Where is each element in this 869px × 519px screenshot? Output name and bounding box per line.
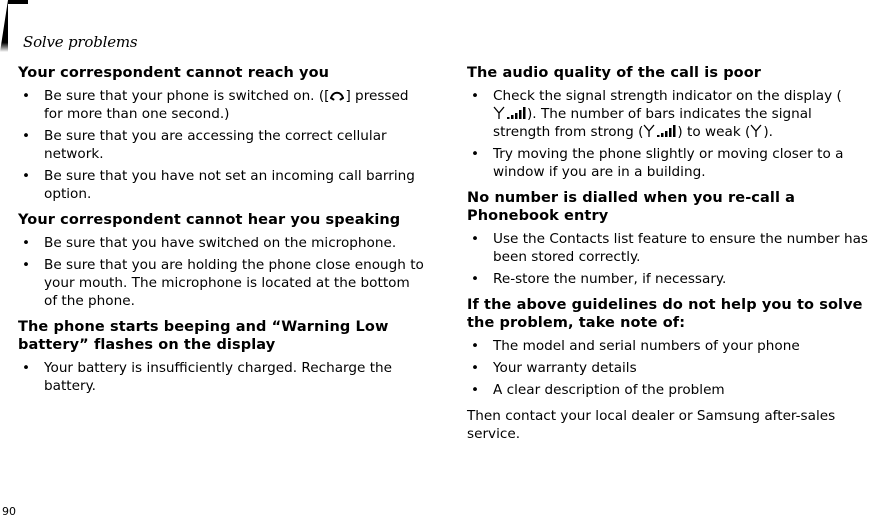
section-heading-take-note: If the above guidelines do not help you to solve the problem, take note of: [467,297,863,331]
list-item: • Your warranty details [471,360,637,376]
header-bar [0,0,8,52]
bullet: • [471,88,480,104]
bullet-list [467,87,869,181]
section-heading-cannot-reach: Your correspondent cannot reach you [18,65,330,81]
page-header-title: Solve problems [23,33,138,51]
bullet: • [22,168,31,184]
list-item: • Check the signal strength indicator on the display (). The number of bars indicates the signal strength from strong ( ) to weak ( ). [471,88,842,140]
bullet: • [22,88,31,104]
bullet: • [471,146,480,162]
list-item: • Be sure that you have not set an incoming call barring option. [22,168,415,202]
list-item: • The model and serial numbers of your phone [471,338,800,354]
bullet-list [18,234,424,310]
bullet-list [18,359,424,395]
end-call-key-icon [329,88,345,102]
list-item: • Use the Contacts list feature to ensure the number has been stored correctly. [471,231,868,265]
list-item: • Be sure that you have switched on the microphone. [22,235,397,251]
bullet: • [471,271,480,287]
page-number: 90 [2,505,16,518]
section-heading-low-battery: The phone starts beeping and “Warning Low battery” flashes on the display [18,319,389,353]
list-item: • Be sure that you are holding the phone close enough to your mouth. The microphone is located at the bottom of the phone. [22,257,424,309]
list-item: • Re-store the number, if necessary. [471,271,727,287]
section-heading-no-number-dialled: No number is dialled when you re-call a Phonebook entry [467,190,796,224]
signal-weak-icon [750,124,763,138]
section-heading-cannot-hear: Your correspondent cannot hear you speaking [18,212,401,228]
list-item: • Your battery is insufficiently charged. Recharge the battery. [22,360,393,394]
bullet: • [471,360,480,376]
signal-strength-icon [493,106,527,120]
list-item: • A clear description of the problem [471,382,725,398]
list-item: • Try moving the phone slightly or moving closer to a window if you are in a building. [471,146,844,180]
list-item: • Be sure that your phone is switched on. ([ ] pressed for more than one second.) [22,88,409,122]
bullet: • [471,338,480,354]
bullet: • [22,128,31,144]
left-column [18,64,424,403]
bullet-list [467,230,869,288]
signal-strong-icon [643,124,677,138]
closing-paragraph: Then contact your local dealer or Samsung after-sales service. [467,408,836,442]
bullet: • [22,257,31,273]
bullet-list [18,87,424,203]
header-rule [8,0,28,4]
bullet: • [471,231,480,247]
bullet: • [471,382,480,398]
list-item: • Be sure that you are accessing the correct cellular network. [22,128,387,162]
section-heading-audio-quality: The audio quality of the call is poor [467,65,762,81]
bullet: • [22,235,31,251]
right-column [467,64,869,443]
bullet: • [22,360,31,376]
bullet-list [467,337,869,399]
